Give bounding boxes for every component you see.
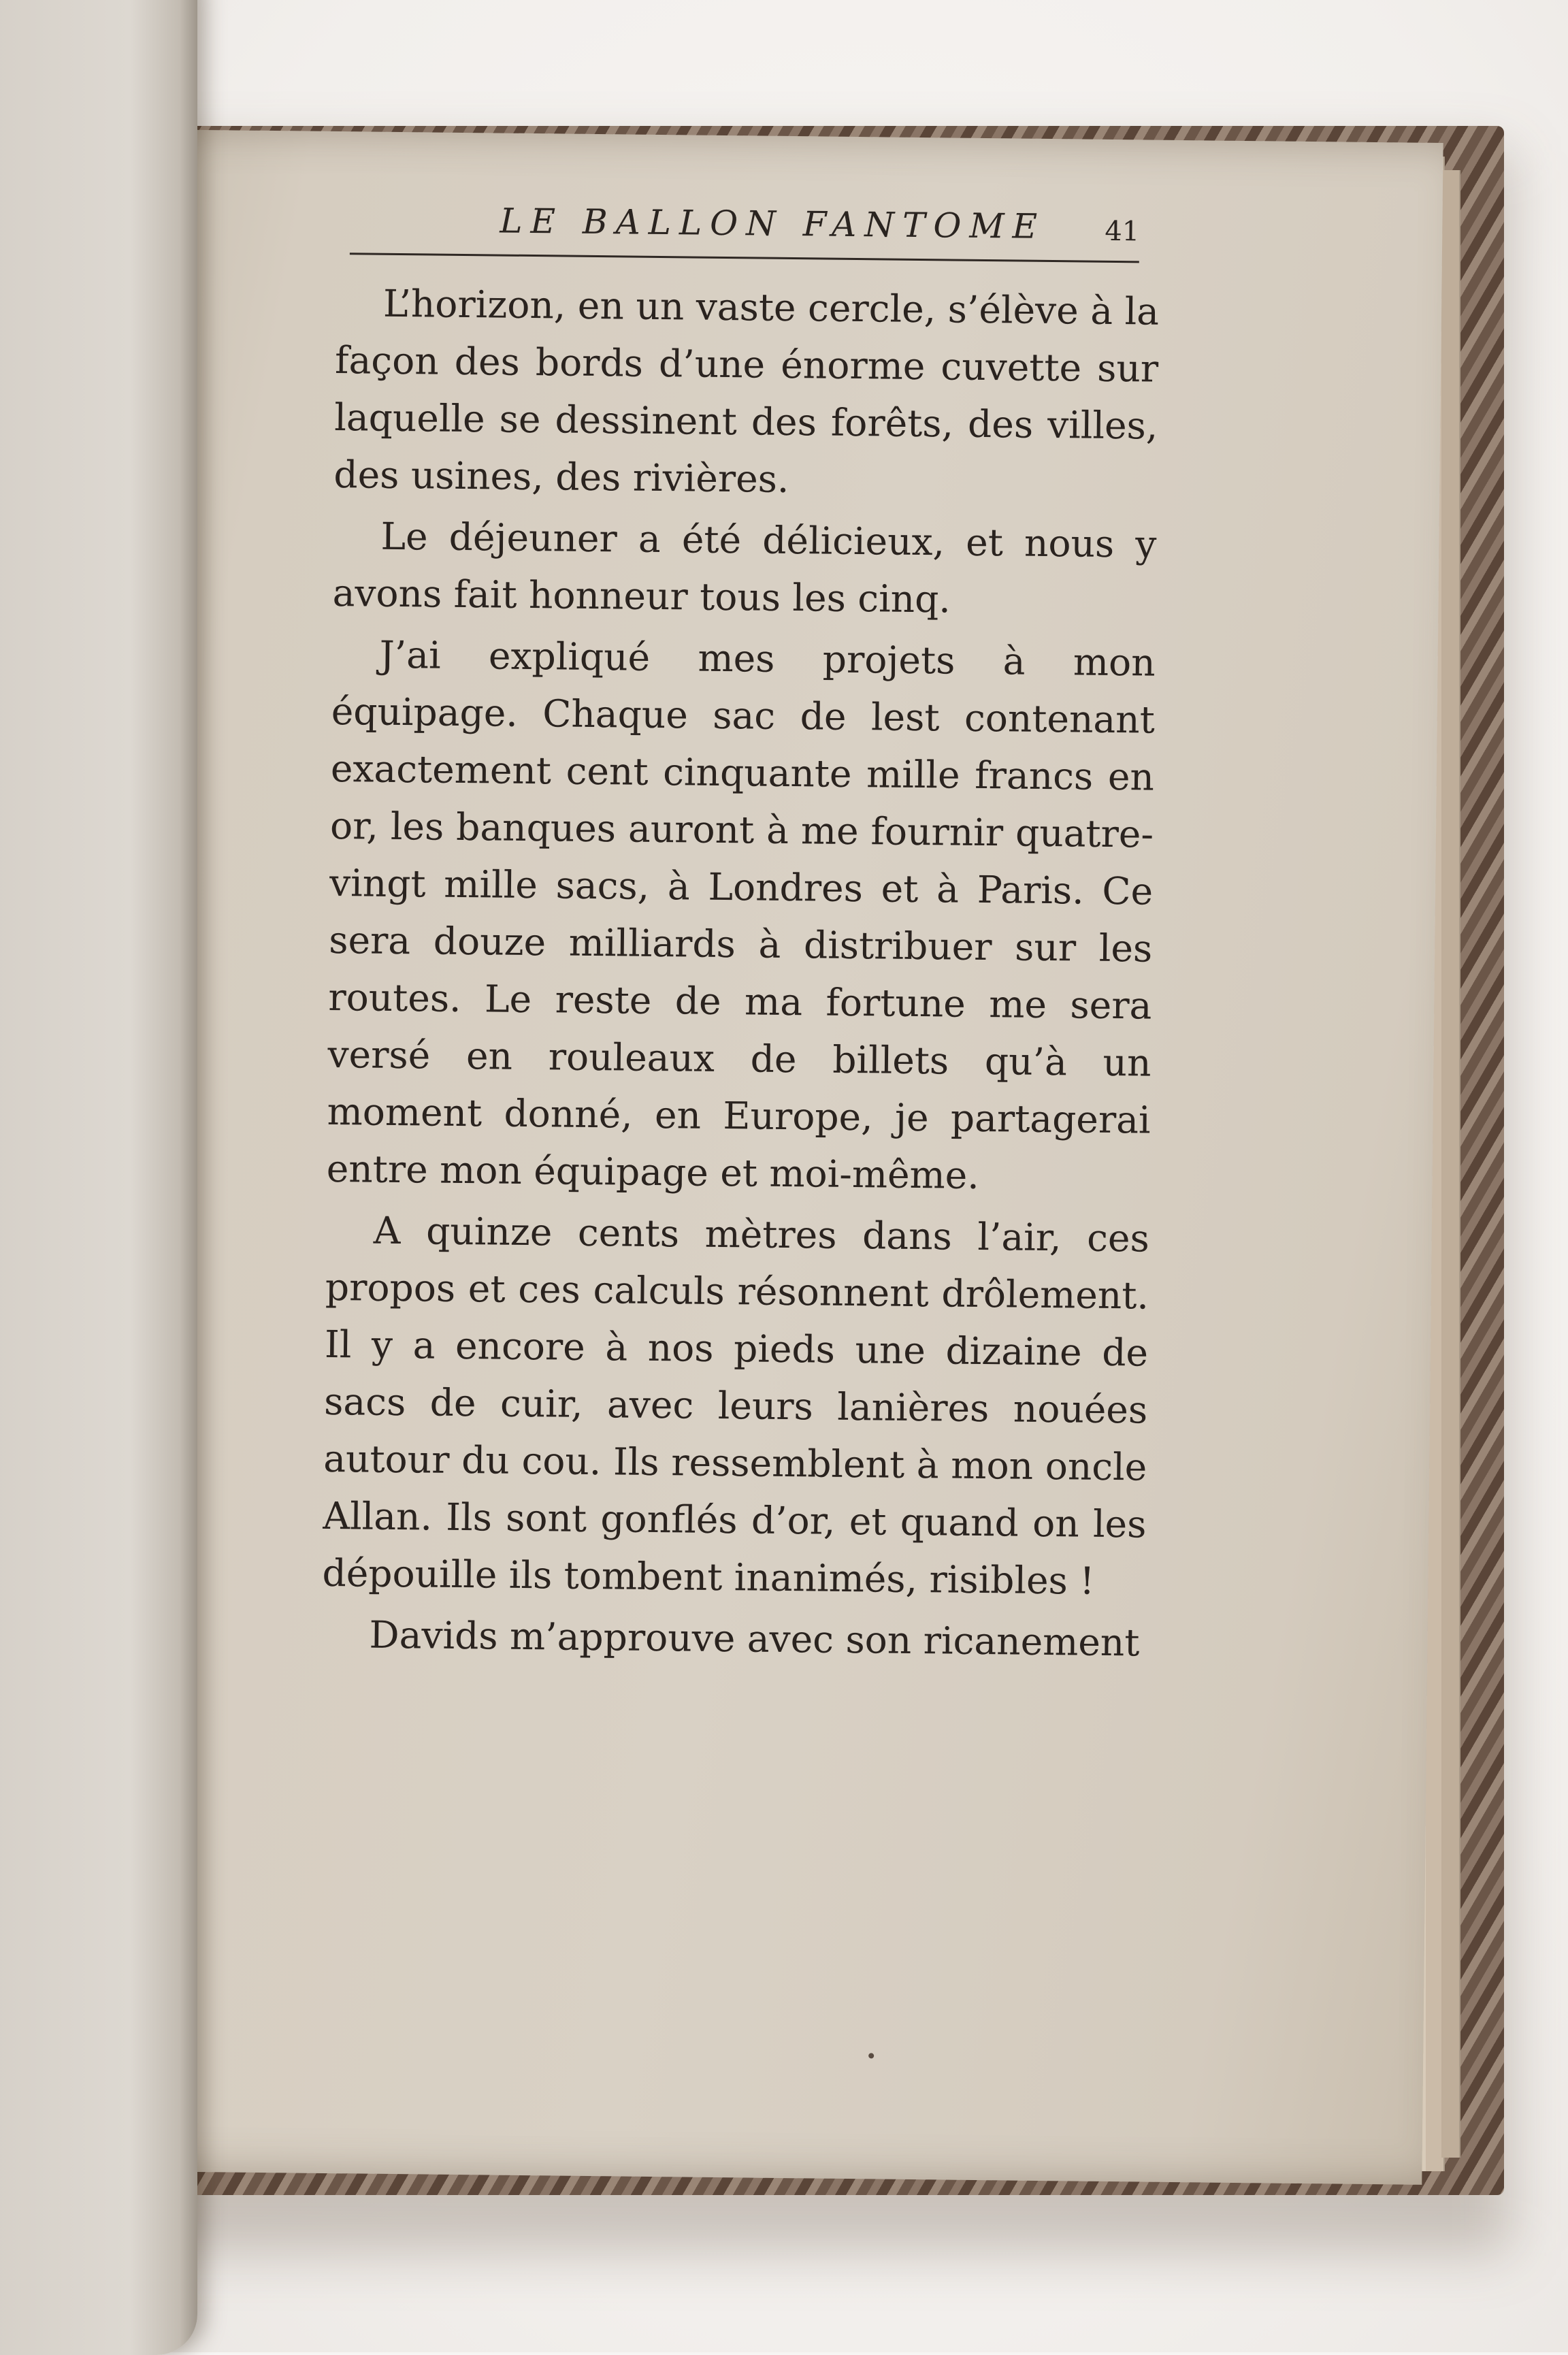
page-edge xyxy=(1441,170,1460,2158)
facing-page-texture xyxy=(0,0,197,2355)
page-number: 41 xyxy=(1105,215,1140,248)
body-text xyxy=(321,274,1159,1672)
running-head xyxy=(350,199,1140,262)
book-page xyxy=(129,129,1443,2185)
paragraph: A quinze cents mètres dans l’air, ces propos et ces calculs résonnent drôlement. Il y a encore à nos pieds une dizaine de sacs de cuir, avec leurs lanières nouées autour du cou. Ils ressemblent à mon oncle Allan. Ils sont gonflés d’or, et quand on les dépouille ils tombent inanimés, risibles ! xyxy=(322,1208,1150,1603)
paragraph: Le déjeuner a été délicieux, et nous y avons fait honneur tous les cinq. xyxy=(332,514,1157,621)
paragraph: L’horizon, en un vaste cercle, s’élève à la façon des bords d’une énorme cuvette sur laquelle se dessinent des forêts, des villes, des usines, des rivières. xyxy=(333,281,1160,501)
paper-speck xyxy=(868,2053,874,2058)
paragraph: J’ai expliqué mes projets à mon équipage. Chaque sac de lest contenant exactement cent cinquante mille francs en or, les banques auront à me fournir quatre-vingt mille sacs, à Londres et à Paris. Ce sera douze milliards à distribuer sur les routes. Le reste de ma fortune me sera versé en rouleaux de billets qu’à un moment donné, en Europe, je partagerai entre mon équipage et moi-même. xyxy=(326,632,1156,1197)
paragraph: Davids m’approuve avec son ricanement xyxy=(369,1612,1140,1665)
facing-page xyxy=(0,0,197,2355)
running-head-title: LE BALLON FANTOME xyxy=(500,201,1046,246)
